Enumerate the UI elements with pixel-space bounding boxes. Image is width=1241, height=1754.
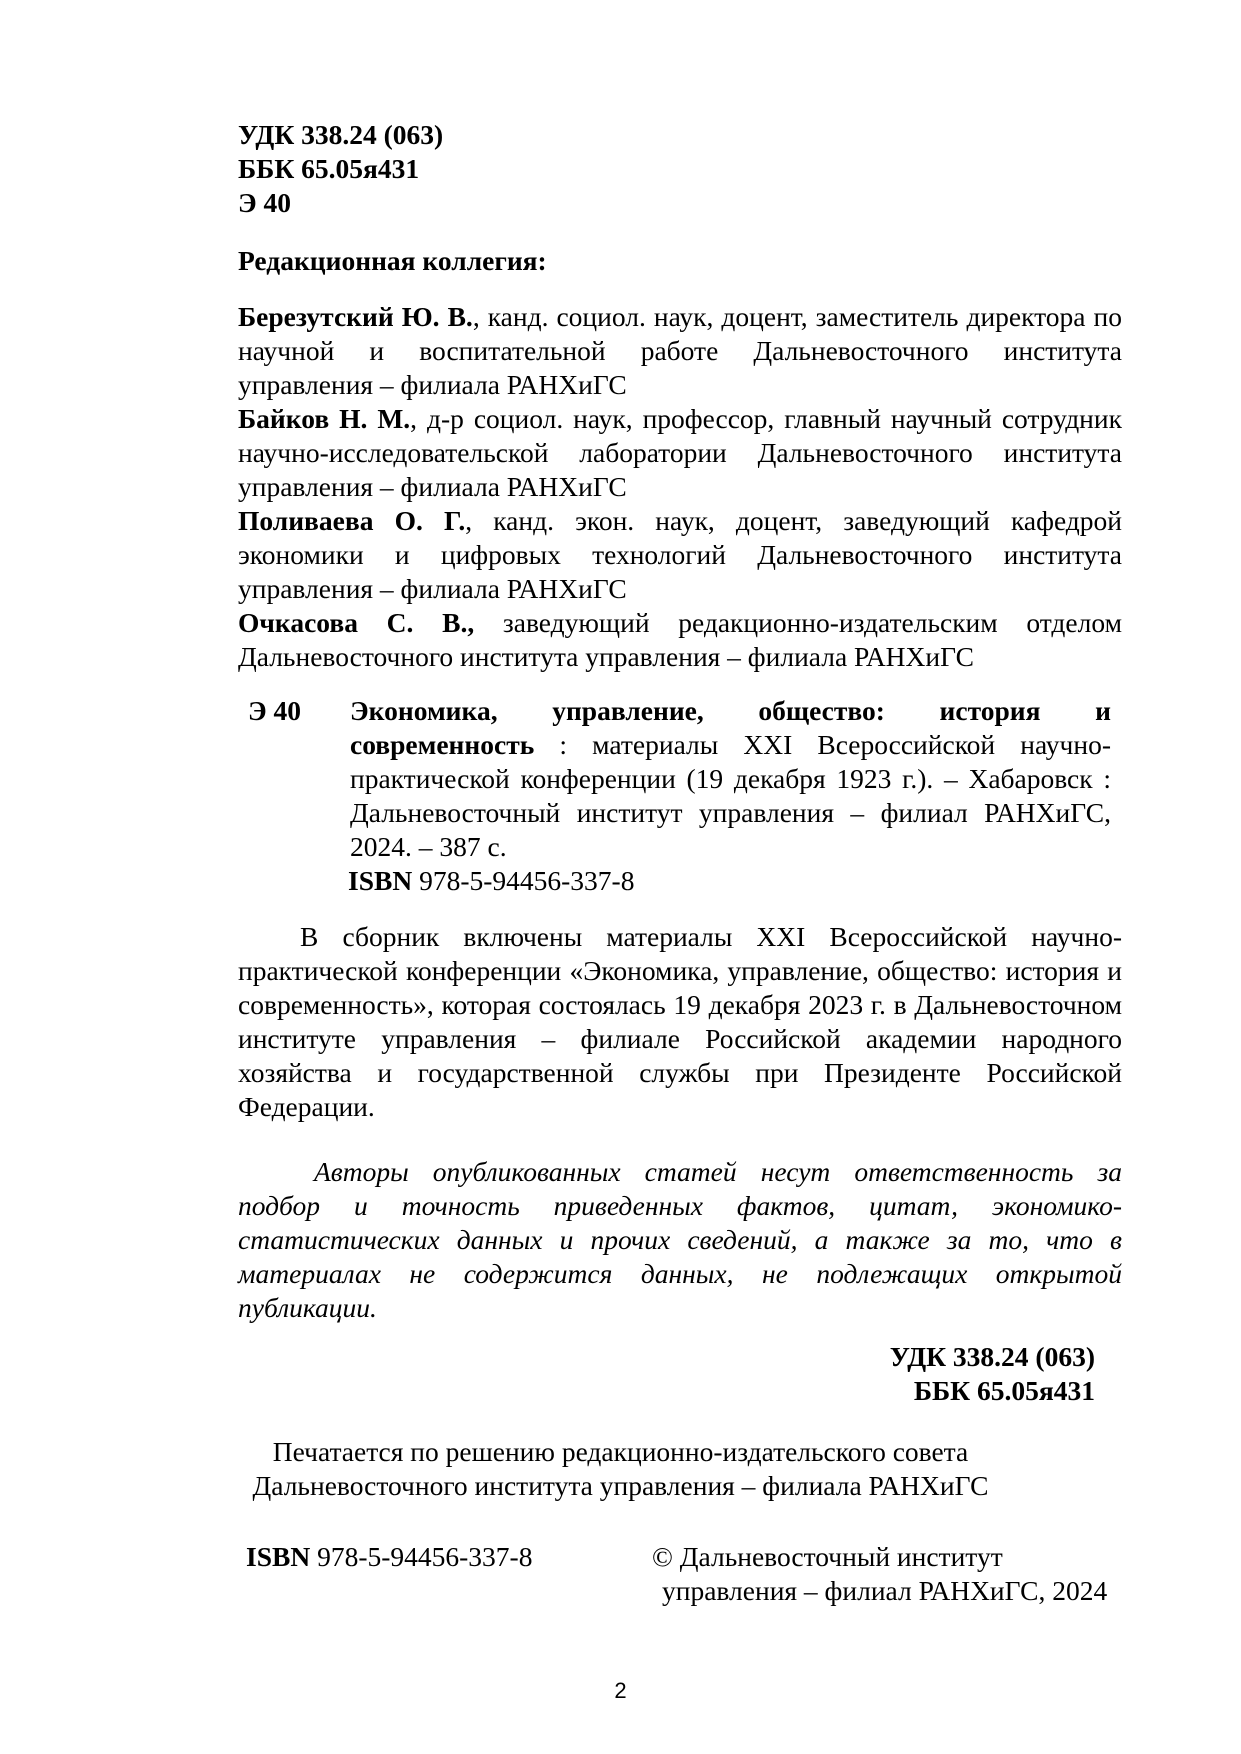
bibliographic-isbn — [348, 864, 1111, 898]
author-mark: Э 40 — [238, 187, 292, 218]
isbn-value: 978-5-94456-337-8 — [412, 865, 635, 896]
approval-line: Печатается по решению редакционно-издательского совета — [272, 1436, 969, 1467]
page-number: 2 — [614, 1678, 627, 1703]
member-description: , канд. экон. наук, доцент, заведующий кафедрой экономики и цифровых технологий Дальневосточного института управления – филиала РАНХиГС — [238, 505, 1123, 604]
board-member — [238, 606, 1122, 674]
editorial-board-heading: Редакционная коллегия: — [238, 245, 547, 276]
bbk-code: ББК 65.05я431 — [238, 153, 420, 184]
bbk-code: ББК 65.05я431 — [913, 1375, 1095, 1406]
isbn-label: ISBN — [348, 865, 413, 896]
bibliographic-description — [350, 694, 1111, 864]
board-member — [238, 300, 1122, 402]
isbn-value: 978-5-94456-337-8 — [310, 1541, 533, 1572]
copyright-notice — [652, 1540, 1152, 1608]
udk-code: УДК 338.24 (063) — [889, 1341, 1095, 1372]
member-description: , д-р социол. наук, профессор, главный научный сотрудник научно-исследовательской лаборатории Дальневосточного института управления – филиала РАНХиГС — [238, 403, 1122, 502]
copyright-line: © Дальневосточный институт — [652, 1541, 1003, 1572]
member-name: Березутский Ю. В. — [238, 301, 473, 332]
publication-details: : материалы XXI Всероссийской научно-практической конференции (19 декабря 1923 г.). – Хабаровск : Дальневосточный институт управления – филиал РАНХиГС, 2024. – 387 с. — [350, 729, 1111, 862]
bibliographic-author-mark: Э 40 — [248, 695, 302, 726]
classification-codes-bottom — [700, 1340, 1095, 1408]
udk-code: УДК 338.24 (063) — [238, 119, 444, 150]
board-member — [238, 504, 1122, 606]
disclaimer-paragraph: Авторы опубликованных статей несут ответственность за подбор и точность приведенных фактов, цитат, экономико-статистических данных и прочих сведений, а также за то, что в материалах не содержится данных, не подлежащих открытой публикации. — [238, 1156, 1122, 1323]
member-name: Байков Н. М. — [238, 403, 411, 434]
member-description: заведующий редакционно-издательским отделом Дальневосточного института управления – филиала РАНХиГС — [238, 607, 1122, 672]
footer-isbn — [246, 1540, 532, 1574]
publication-approval — [0, 1435, 1241, 1503]
annotation-paragraph: В сборник включены материалы XXI Всероссийской научно-практической конференции «Экономика, управление, общество: история и современность», которая состоялась 19 декабря 2023 г. в Дальневосточном институте управления – филиале Российской академии народного хозяйства и государственной службы при Президенте Российской Федерации. — [238, 921, 1122, 1122]
member-name: Поливаева О. Г. — [238, 505, 466, 536]
isbn-label: ISBN — [246, 1541, 311, 1572]
member-description: , канд. социол. наук, доцент, заместитель директора по научной и воспитательной работе Дальневосточного института управления – филиала РАНХиГС — [238, 301, 1122, 400]
approval-line: Дальневосточного института управления – филиала РАНХиГС — [252, 1470, 989, 1501]
editorial-board-list — [238, 300, 1122, 674]
classification-codes-top — [238, 118, 738, 220]
board-member — [238, 402, 1122, 504]
book-title: Экономика, управление, общество: история и современность — [350, 695, 1111, 760]
copyright-line: управления – филиал РАНХиГС, 2024 — [662, 1575, 1108, 1606]
member-name: Очкасова С. В., — [238, 607, 475, 638]
bibliographic-record — [350, 694, 1111, 898]
